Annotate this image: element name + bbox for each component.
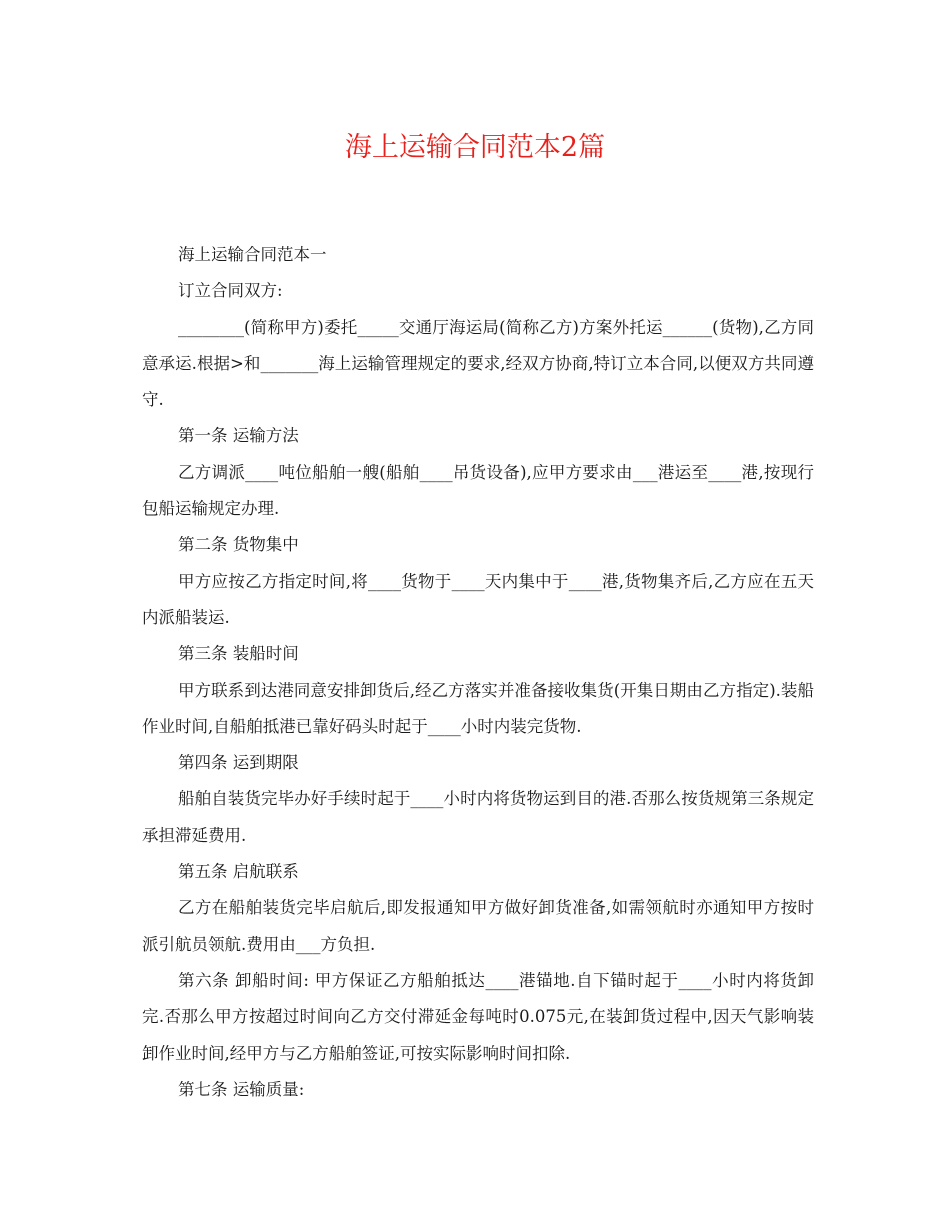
- article-4-heading: 第四条 运到期限: [178, 753, 299, 773]
- subtitle-contract-one: 海上运输合同范本一: [178, 245, 327, 264]
- article-3-heading: 第三条 装船时间: [178, 644, 299, 664]
- article-2-heading: 第二条 货物集中: [178, 535, 299, 555]
- article-5-heading: 第五条 启航联系: [178, 862, 299, 882]
- paragraph-preamble: ________(简称甲方)委托_____交通厅海运局(简称乙方)方案外托运______(货物),乙方同意承运.根据>和_______海上运输管理规定的要求,经双方协商,特订立本合同,以便双方共同遵守.: [142, 317, 814, 410]
- article-4-text: 船舶自装货完毕办好手续时起于____小时内将货物运到目的港.否那么按货规第三条规定承担滞延费用.: [142, 789, 814, 845]
- article-3-text: 甲方联系到达港同意安排卸货后,经乙方落实并准备接收集货(开集日期由乙方指定).装船作业时间,自船舶抵港已靠好码头时起于____小时内装完货物.: [142, 680, 814, 736]
- article-1-text: 乙方调派____吨位船舶一艘(船舶____吊货设备),应甲方要求由___港运至____港,按现行包船运输规定办理.: [142, 462, 814, 519]
- document-title: 海上运输合同范本2篇: [344, 132, 606, 163]
- article-5-text: 乙方在船舶装货完毕启航后,即发报通知甲方做好卸货准备,如需领航时亦通知甲方按时派引航员领航.费用由___方负担.: [142, 898, 814, 954]
- article-2-text: 甲方应按乙方指定时间,将____货物于____天内集中于____港,货物集齐后,乙方应在五天内派船装运.: [142, 571, 814, 627]
- parties-heading: 订立合同双方:: [178, 281, 283, 301]
- article-6-text: 第六条 卸船时间: 甲方保证乙方船舶抵达____港锚地.自下锚时起于____小时内将货卸完.否那么甲方按超过时间向乙方交付滞延金每吨时0.075元,在装卸货过程中,因天气影响装卸作业时间,经甲方与乙方船舶签证,可按实际影响时间扣除.: [142, 970, 814, 1063]
- document-body: [142, 237, 814, 1108]
- article-7-heading: 第七条 运输质量:: [178, 1079, 305, 1099]
- article-1-heading: 第一条 运输方法: [178, 426, 299, 446]
